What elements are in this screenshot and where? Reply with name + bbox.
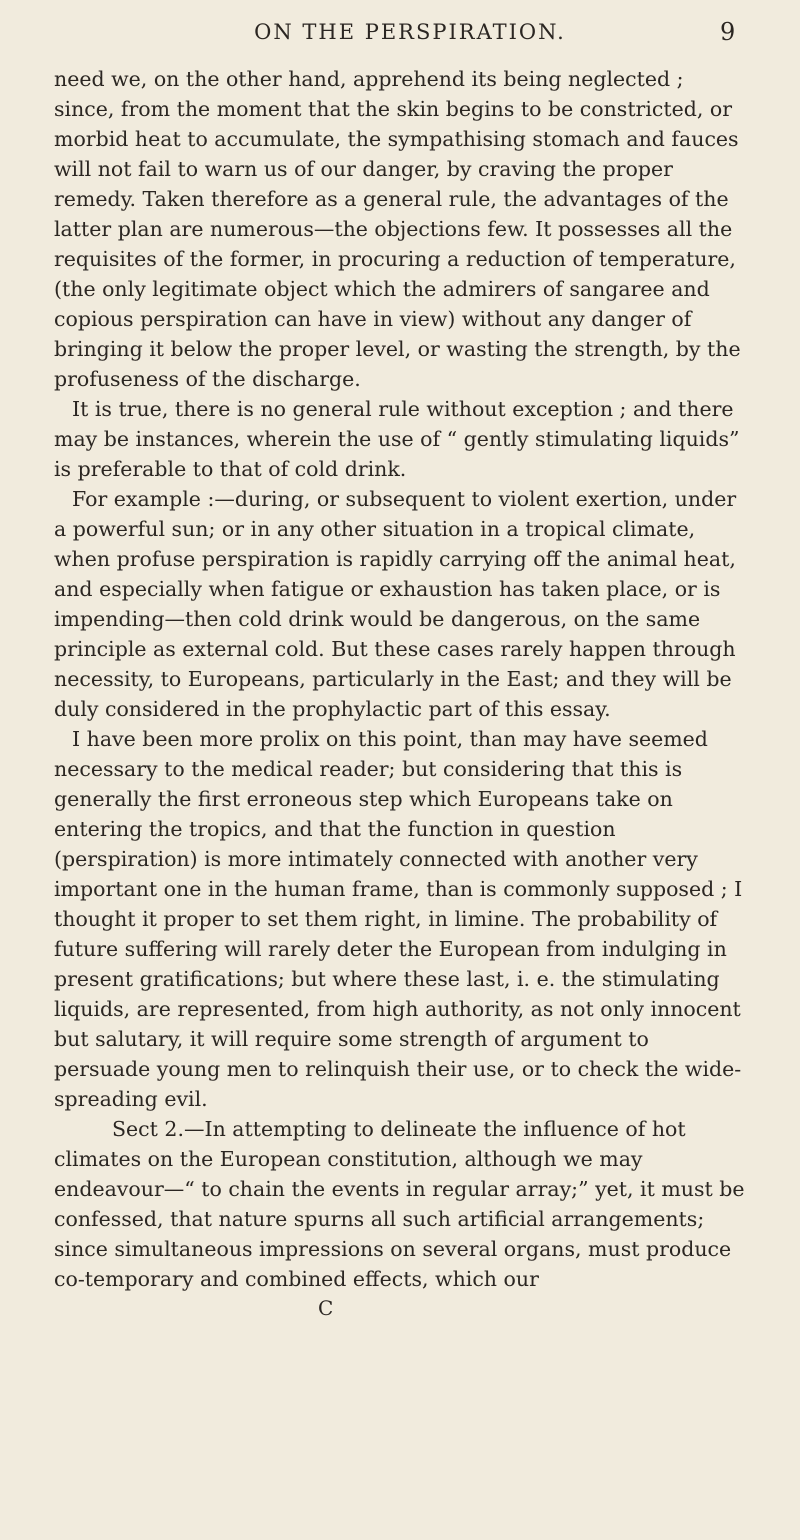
- running-head: ON THE PERSPIRATION.: [254, 20, 566, 44]
- page-number: 9: [720, 18, 736, 46]
- paragraph-5-section-2: Sect 2.—In attempting to delineate the influence of hot climates on the European constitution, although we may endeavour—“ to chain the events in regular array;” yet, it must be confessed, that nature spurns all such artificial arrangements; since simultaneous impressions on several organs, must produce co-temporary and combined effects, which our: [54, 1117, 745, 1291]
- paragraph-4: I have been more prolix on this point, than may have seemed necessary to the medical reader; but considering that this is generally the first erroneous step which Europeans take on entering the tropics, and that the function in question (perspiration) is more intimately connected with another very important one in the human frame, than is commonly supposed ; I thought it proper to set them right, in limine. The probability of future suffering will rarely deter the European from indulging in present gratifications; but where these last, i. e. the stimulating liquids, are represented, from high authority, as not only innocent but salutary, it will require some strength of argument to persuade young men to relinquish their use, or to check the wide-spreading evil.: [54, 727, 743, 1111]
- body-text: [54, 64, 746, 1294]
- signature-mark: C: [318, 1296, 334, 1320]
- page-header: [0, 10, 800, 60]
- paragraph-1: need we, on the other hand, apprehend its being neglected ; since, from the moment that the skin begins to be constricted, or morbid heat to accumulate, the sympathising stomach and fauces will not fail to warn us of our danger, by craving the proper remedy. Taken therefore as a general rule, the advantages of the latter plan are numerous—the objections few. It possesses all the requisites of the former, in procuring a reduction of temperature, (the only legitimate object which the admirers of sangaree and copious perspiration can have in view) without any danger of bringing it below the proper level, or wasting the strength, by the profuseness of the discharge.: [54, 67, 741, 391]
- paragraph-3: For example :—during, or subsequent to violent exertion, under a powerful sun; or in any other situation in a tropical climate, when profuse perspiration is rapidly carrying off the animal heat, and especially when fatigue or exhaustion has taken place, or is impending—then cold drink would be dangerous, on the same principle as external cold. But these cases rarely happen through necessity, to Europeans, particularly in the East; and they will be duly considered in the prophylactic part of this essay.: [54, 487, 737, 721]
- paragraph-2: It is true, there is no general rule without exception ; and there may be instances, wherein the use of “ gently stimulating liquids” is preferable to that of cold drink.: [54, 397, 740, 481]
